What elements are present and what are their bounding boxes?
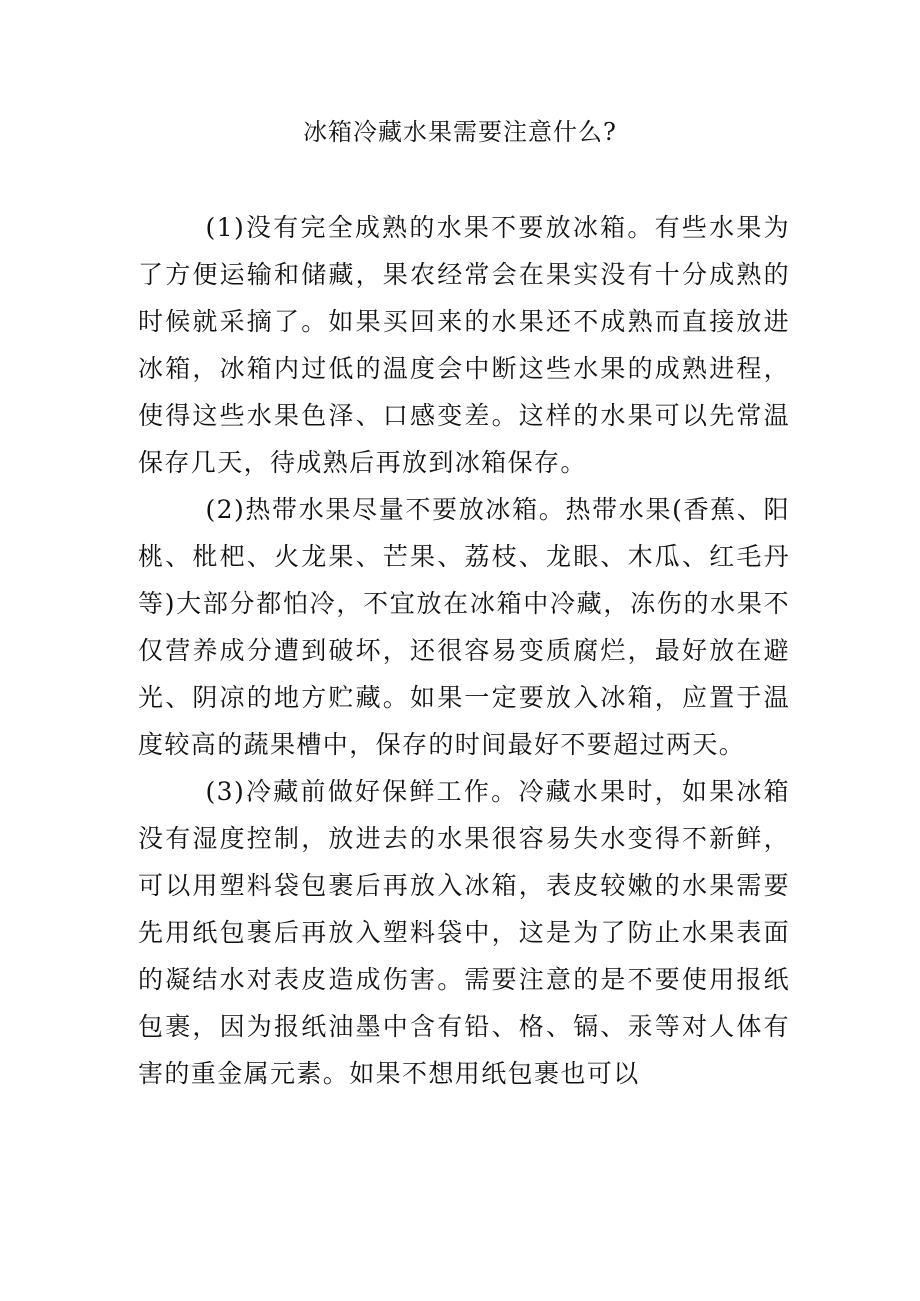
paragraph-1: (1)没有完全成熟的水果不要放冰箱。有些水果为了方便运输和储藏，果农经常会在果实没有十分成熟的时候就采摘了。如果买回来的水果还不成熟而直接放进冰箱，冰箱内过低的温度会中断这些水果的成熟进程，使得这些水果色泽、口感变差。这样的水果可以先常温保存几天，待成熟后再放到冰箱保存。 xyxy=(138,213,790,477)
document-body xyxy=(138,204,790,1097)
paragraph-3: (3)冷藏前做好保鲜工作。冷藏水果时，如果冰箱没有湿度控制，放进去的水果很容易失水变得不新鲜，可以用塑料袋包裹后再放入冰箱，表皮较嫩的水果需要先用纸包裹后再放入塑料袋中，这是为了防止水果表面的凝结水对表皮造成伤害。需要注意的是不要使用报纸包裹，因为报纸油墨中含有铅、格、镉、汞等对人体有害的重金属元素。如果不想用纸包裹也可以 xyxy=(138,777,790,1088)
paragraph-2: (2)热带水果尽量不要放冰箱。热带水果(香蕉、阳桃、枇杷、火龙果、芒果、荔枝、龙眼、木瓜、红毛丹等)大部分都怕冷，不宜放在冰箱中冷藏，冻伤的水果不仅营养成分遭到破坏，还很容易变质腐烂，最好放在避光、阴凉的地方贮藏。如果一定要放入冰箱，应置于温度较高的蔬果槽中，保存的时间最好不要超过两天。 xyxy=(138,495,790,759)
page-title: 冰箱冷藏水果需要注意什么? xyxy=(303,118,617,146)
